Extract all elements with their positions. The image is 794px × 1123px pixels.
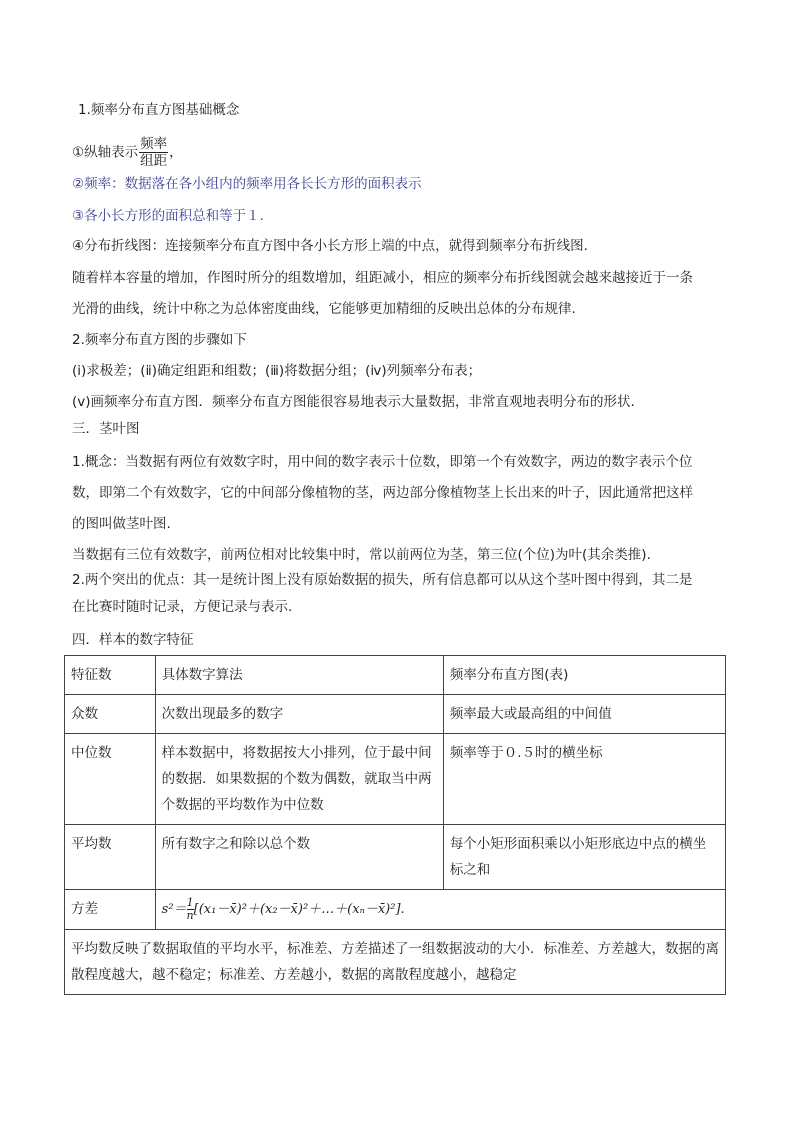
formula-fraction-num: 1 xyxy=(186,896,194,909)
table-cell-calc: 样本数据中，将数据按大小排列，位于最中间的数据．如果数据的个数为偶数，就取当中两个数据的平均数作为中位数 xyxy=(155,734,443,825)
point-vertical-axis-suffix: ， xyxy=(169,144,183,161)
stem-leaf-concept-line1: 1.概念：当数据有两位有效数字时，用中间的数字表示十位数，即第一个有效数字，两边的数字表示个位 xyxy=(72,454,693,470)
table-cell-hist: 每个小矩形面积乘以小矩形底边中点的横坐标之和 xyxy=(443,825,725,890)
table-header-row xyxy=(65,656,726,695)
section-heading-numeric-features: 四．样本的数字特征 xyxy=(72,632,194,648)
table-row xyxy=(65,825,726,890)
table-cell-hist: 频率等于０.５时的横坐标 xyxy=(443,734,725,825)
point-vertical-axis-prefix: ①纵轴表示 xyxy=(72,144,139,161)
fraction-numerator: 频率 xyxy=(140,136,168,152)
paragraph-density-curve-line1: 随着样本容量的增加，作图时所分的组数增加，组距减小，相应的频率分布折线图就会越来越接近于一条 xyxy=(72,270,693,286)
table-row xyxy=(65,695,726,734)
steps-line2: (ⅴ)画频率分布直方图．频率分布直方图能很容易地表示大量数据，非常直观地表明分布的形状. xyxy=(72,394,635,410)
formula-fraction-den: n xyxy=(186,909,194,922)
numeric-features-table xyxy=(64,655,726,995)
table-cell-hist: 频率最大或最高组的中间值 xyxy=(443,695,725,734)
table-footer-cell: 平均数反映了数据取值的平均水平，标准差、方差描述了一组数据波动的大小．标准差、方差越大，数据的离散程度越大，越不稳定；标准差、方差越小，数据的离散程度越小，越稳定 xyxy=(65,930,726,995)
point-vertical-axis xyxy=(72,136,183,169)
steps-title: 2.频率分布直方图的步骤如下 xyxy=(72,332,247,348)
table-footer-row xyxy=(65,930,726,995)
point-area-sum: ③各小长方形的面积总和等于１. xyxy=(72,208,264,224)
point-frequency: ②频率：数据落在各小组内的频率用各长长方形的面积表示 xyxy=(72,176,422,192)
table-header-cell: 具体数字算法 xyxy=(155,656,443,695)
table-cell-feature: 方差 xyxy=(65,890,156,930)
stem-leaf-three-digit: 当数据有三位有效数字，前两位相对比较集中时，常以前两位为茎，第三位(个位)为叶(其余类推). xyxy=(72,547,651,563)
steps-line1: (ⅰ)求极差；(ⅱ)确定组距和组数；(ⅲ)将数据分组；(ⅳ)列频率分布表； xyxy=(72,363,482,379)
table-header-cell: 特征数 xyxy=(65,656,156,695)
table-cell-feature: 中位数 xyxy=(65,734,156,825)
fraction-denominator: 组距 xyxy=(140,153,168,169)
frequency-over-width-fraction xyxy=(139,136,168,169)
section-title-histogram-concepts: 1.频率分布直方图基础概念 xyxy=(78,102,240,118)
point-polygon: ④分布折线图：连接频率分布直方图中各小长方形上端的中点，就得到频率分布折线图. xyxy=(72,238,588,254)
table-cell-calc: 次数出现最多的数字 xyxy=(155,695,443,734)
table-header-cell: 频率分布直方图(表) xyxy=(443,656,725,695)
formula-body: [(x₁－x̄)²＋(x₂－x̄)²＋…＋(xₙ－x̄)²]. xyxy=(193,902,405,917)
stem-leaf-concept-line3: 的图叫做茎叶图. xyxy=(72,516,171,532)
table-row-variance xyxy=(65,890,726,930)
table-cell-feature: 众数 xyxy=(65,695,156,734)
stem-leaf-concept-line2: 数，即第二个有效数字，它的中间部分像植物的茎，两边部分像植物茎上长出来的叶子，因此通常把这样 xyxy=(72,485,693,501)
table-cell-feature: 平均数 xyxy=(65,825,156,890)
formula-fraction xyxy=(187,897,194,922)
table-row xyxy=(65,734,726,825)
table-cell-calc: 所有数字之和除以总个数 xyxy=(155,825,443,890)
formula-lhs: s²＝ xyxy=(161,902,187,917)
section-heading-stem-leaf: 三．茎叶图 xyxy=(72,421,140,437)
variance-formula-cell xyxy=(155,890,725,930)
paragraph-density-curve-line2: 光滑的曲线，统计中称之为总体密度曲线，它能够更加精细的反映出总体的分布规律. xyxy=(72,301,576,317)
stem-leaf-advantages-line1: 2.两个突出的优点：其一是统计图上没有原始数据的损失，所有信息都可以从这个茎叶图中得到，其二是 xyxy=(72,572,693,588)
stem-leaf-advantages-line2: 在比赛时随时记录，方便记录与表示. xyxy=(72,599,293,615)
variance-formula xyxy=(161,896,405,922)
